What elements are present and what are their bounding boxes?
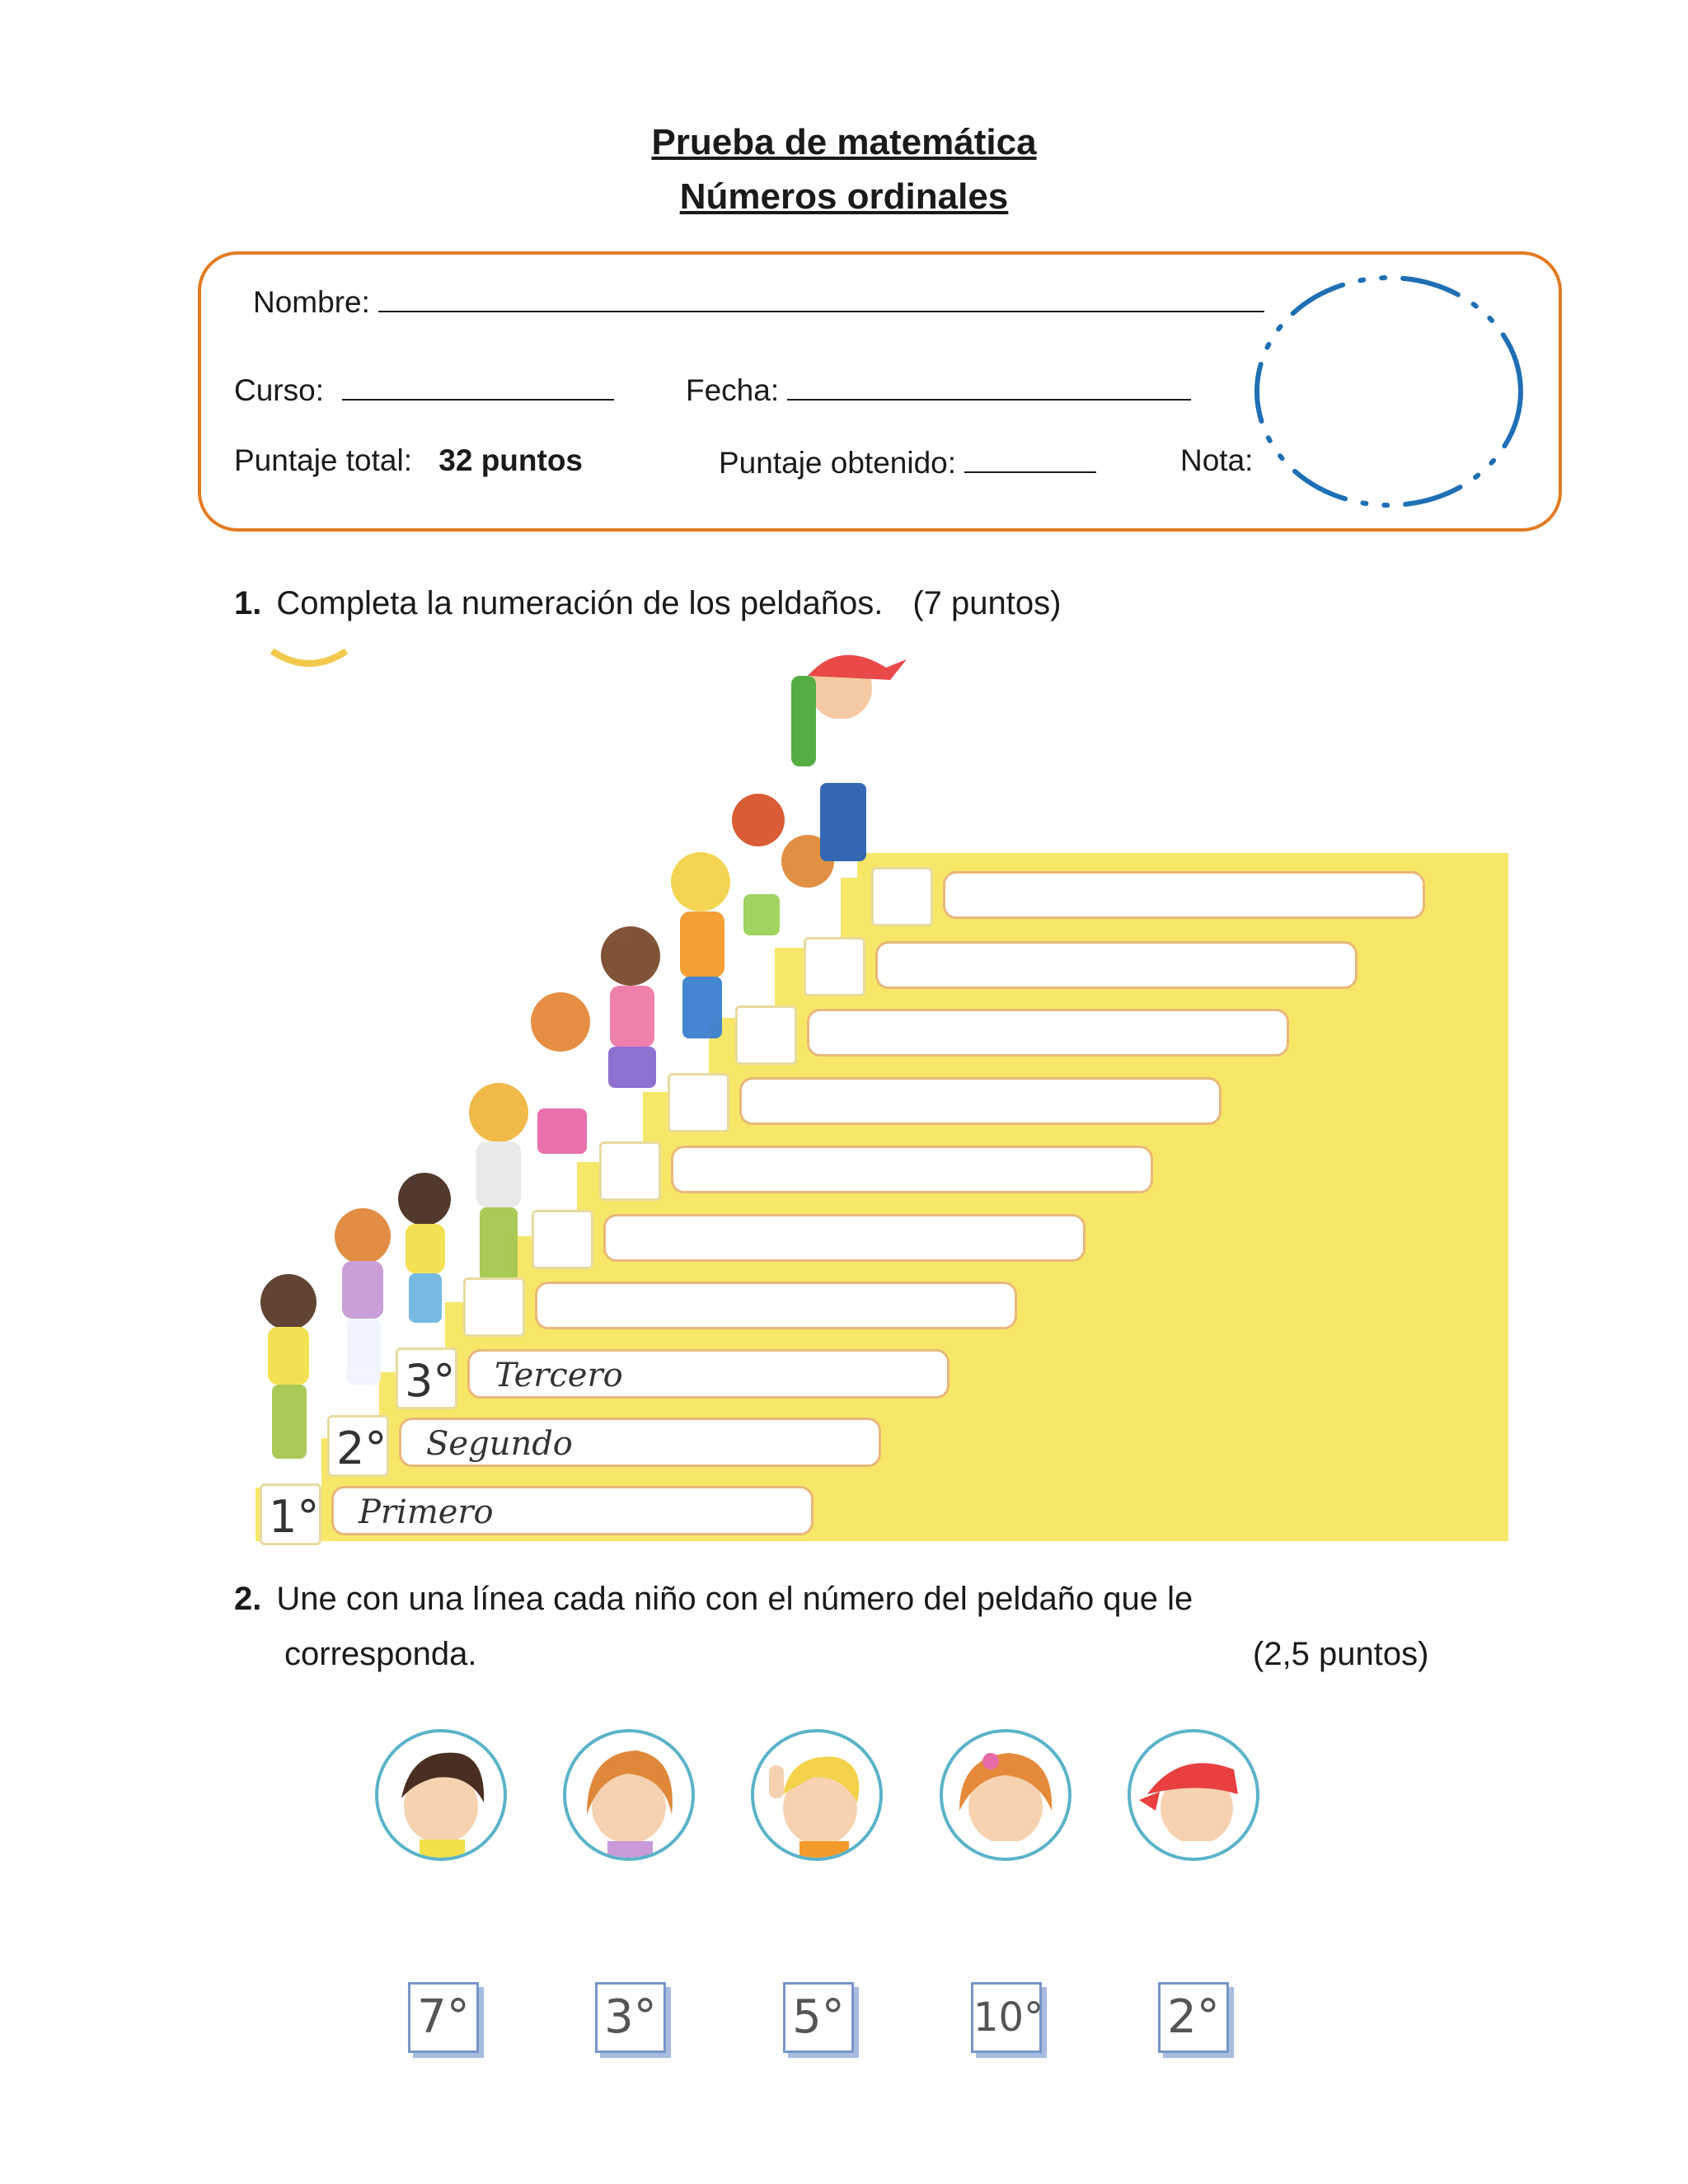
obtained-score-input[interactable] xyxy=(964,443,1096,473)
question-1-text: Completa la numeración de los peldaños. xyxy=(276,585,884,621)
question-2-line2 xyxy=(284,1636,476,1673)
number-card-5[interactable]: 2° xyxy=(1158,1982,1229,2053)
step-2-number-box[interactable] xyxy=(327,1415,389,1477)
kid-face-2[interactable] xyxy=(563,1729,695,1861)
step-3-word: Tercero xyxy=(495,1357,623,1394)
step-7-number-box[interactable] xyxy=(668,1073,729,1132)
step-9-word-bar[interactable] xyxy=(875,941,1357,989)
number-card-1[interactable]: 7° xyxy=(408,1982,479,2053)
name-input[interactable] xyxy=(378,283,1264,312)
number-card-4[interactable]: 10° xyxy=(971,1982,1042,2053)
kid-face-5[interactable] xyxy=(1128,1729,1259,1861)
step-2-ordinal: 2° xyxy=(336,1422,387,1474)
number-card-2[interactable]: 3° xyxy=(595,1982,666,2053)
page-title: Prueba de matemática xyxy=(651,122,1037,162)
step-2-word-bar[interactable] xyxy=(399,1418,881,1467)
step-3-number-box[interactable] xyxy=(396,1347,457,1409)
grade-field xyxy=(1180,443,1253,478)
step-7-word-bar[interactable] xyxy=(739,1077,1221,1125)
step-1-ordinal: 1° xyxy=(269,1491,320,1543)
step-6-word-bar[interactable] xyxy=(671,1146,1153,1193)
question-2-text-line2: corresponda. xyxy=(284,1636,477,1672)
step-3-word-bar[interactable] xyxy=(467,1349,950,1399)
page-subtitle: Números ordinales xyxy=(679,176,1009,217)
grade-circle[interactable] xyxy=(1245,265,1533,518)
step-5-number-box[interactable] xyxy=(532,1210,593,1269)
step-1-word: Primero xyxy=(359,1493,494,1531)
date-field xyxy=(686,371,1191,408)
step-4-number-box[interactable] xyxy=(463,1277,525,1337)
step-1-number-box[interactable] xyxy=(260,1483,321,1545)
kid-face-4[interactable] xyxy=(940,1729,1071,1861)
course-field xyxy=(234,371,614,408)
step-3-ordinal: 3° xyxy=(405,1355,456,1407)
name-field xyxy=(253,283,1264,320)
step-8-number-box[interactable] xyxy=(735,1005,797,1065)
number-card-3[interactable]: 5° xyxy=(783,1982,854,2053)
name-label: Nombre: xyxy=(253,285,370,319)
total-score-label: Puntaje total: xyxy=(234,443,412,477)
date-label: Fecha: xyxy=(686,373,780,407)
total-score-value: 32 puntos xyxy=(438,443,584,477)
question-2-points: (2,5 puntos) xyxy=(1253,1636,1429,1672)
obtained-score-label: Puntaje obtenido: xyxy=(719,446,957,480)
course-label: Curso: xyxy=(234,373,324,407)
kid-face-1[interactable] xyxy=(375,1729,507,1861)
obtained-score-field xyxy=(719,443,1096,480)
step-6-number-box[interactable] xyxy=(599,1141,661,1201)
question-2 xyxy=(234,1581,1193,1618)
grade-label: Nota: xyxy=(1180,443,1254,477)
step-10-number-box[interactable] xyxy=(871,867,933,926)
date-input[interactable] xyxy=(787,371,1191,401)
question-1-number: 1. xyxy=(234,585,262,621)
step-10-word-bar[interactable] xyxy=(943,871,1425,919)
step-2-word: Segundo xyxy=(426,1425,573,1463)
step-9-number-box[interactable] xyxy=(804,937,865,996)
step-1-word-bar[interactable] xyxy=(331,1486,814,1535)
question-1-points: (7 puntos) xyxy=(912,585,1062,621)
question-2-number: 2. xyxy=(234,1581,262,1617)
question-2-text-line1: Une con una línea cada niño con el número del peldaño que le xyxy=(276,1581,1193,1617)
course-input[interactable] xyxy=(342,371,614,401)
stairs-illustration xyxy=(214,643,1508,1549)
step-5-word-bar[interactable] xyxy=(603,1214,1085,1262)
step-8-word-bar[interactable] xyxy=(807,1009,1289,1057)
question-1 xyxy=(234,585,1061,622)
total-score-field xyxy=(234,443,583,478)
step-4-word-bar[interactable] xyxy=(535,1282,1017,1329)
kid-face-3[interactable] xyxy=(751,1729,883,1861)
